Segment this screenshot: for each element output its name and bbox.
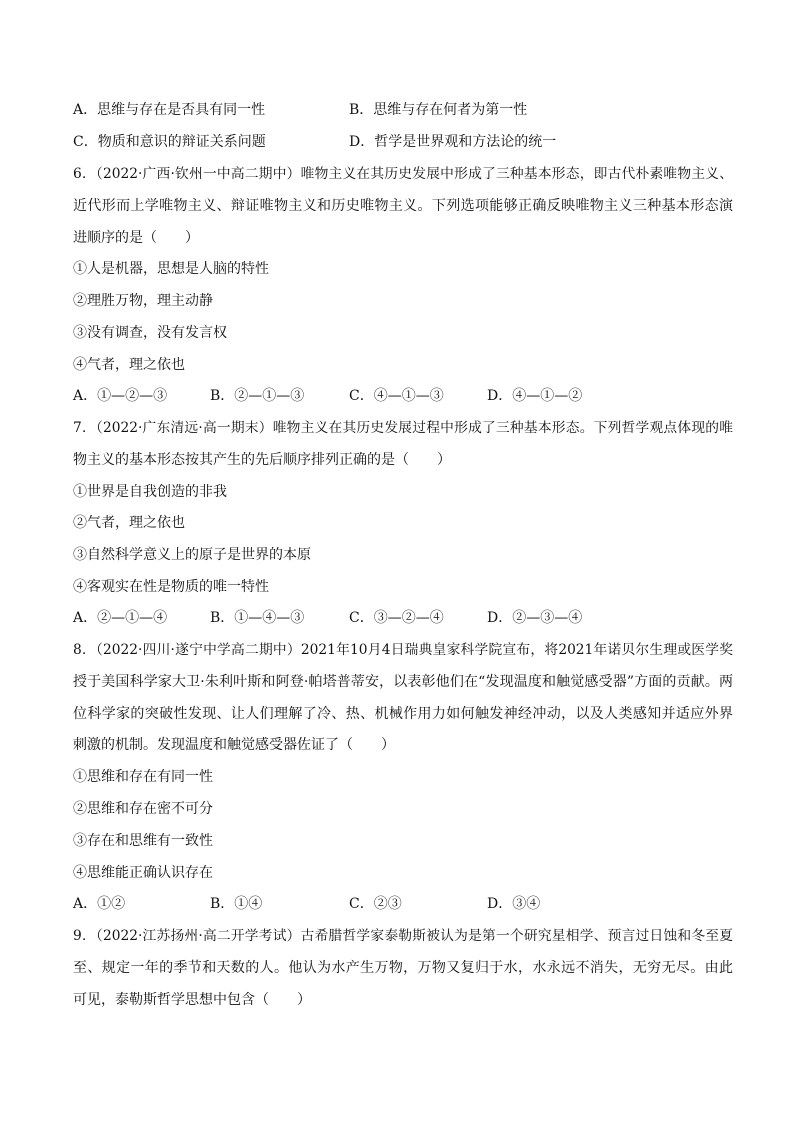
q9-stem-line-3: 可见，泰勒斯哲学思想中包含（ ） — [73, 992, 311, 1008]
q6-option-d: D．④—①—② — [487, 388, 583, 404]
q9-stem-line-2: 至、规定一年的季节和天数的人。他认为水产生万物，万物又复归于水，水永远不消失，无穷无尽。由此 — [73, 960, 733, 976]
q9-stem-line-1: 9．（2022·江苏扬州·高二开学考试）古希腊哲学家泰勒斯被认为是第一个研究星相学、预言过日蚀和冬至夏 — [73, 928, 733, 944]
q8-item-1: ①思维和存在有同一性 — [73, 769, 213, 785]
q7-option-d: D．②—③—④ — [487, 610, 583, 626]
q8-stem-line-4: 刺激的机制。发现温度和触觉感受器佐证了（ ） — [73, 737, 395, 753]
q6-item-3: ③没有调查，没有发言权 — [73, 325, 227, 341]
q6-item-4: ④气者，理之依也 — [73, 357, 185, 373]
q8-option-d: D．③④ — [487, 896, 541, 912]
q6-option-b: B．②—①—③ — [210, 388, 305, 404]
q8-stem-line-3: 位科学家的突破性发现、让人们理解了冷、热、机械作用力如何触发神经冲动，以及人类感知并适应外界 — [73, 706, 733, 722]
q5-option-d: D．哲学是世界观和方法论的统一 — [349, 134, 557, 150]
q7-item-2: ②气者，理之依也 — [73, 515, 185, 531]
q7-item-4: ④客观实在性是物质的唯一特性 — [73, 579, 269, 595]
q8-option-a: A．①② — [73, 896, 126, 912]
q8-stem-line-2: 授于美国科学家大卫·朱利叶斯和阿登·帕塔普蒂安，以表彰他们在“发现温度和触觉感受器”方面的贡献。两 — [73, 674, 733, 690]
q8-option-b: B．①④ — [210, 896, 263, 912]
q8-item-3: ③存在和思维有一致性 — [73, 833, 213, 849]
q6-option-a: A．①—②—③ — [73, 388, 168, 404]
q7-stem-line-2: 物主义的基本形态按其产生的先后顺序排列正确的是（ ） — [73, 452, 451, 468]
q7-item-3: ③自然科学意义上的原子是世界的本原 — [73, 547, 311, 563]
q7-stem-line-1: 7．（2022·广东清远·高一期末）唯物主义在其历史发展过程中形成了三种基本形态。下列哲学观点体现的唯 — [73, 420, 733, 436]
q8-item-2: ②思维和存在密不可分 — [73, 801, 213, 817]
q5-option-a: A．思维与存在是否具有同一性 — [73, 102, 266, 118]
q6-stem-line-1: 6．（2022·广西·钦州一中高二期中）唯物主义在其历史发展中形成了三种基本形态，即古代朴素唯物主义、 — [73, 166, 733, 182]
q6-item-1: ①人是机器，思想是人脑的特性 — [73, 261, 269, 277]
q6-item-2: ②理胜万物，理主动静 — [73, 293, 213, 309]
q8-stem-line-1: 8．（2022·四川·遂宁中学高二期中）2021年10月4日瑞典皇家科学院宣布，将2021年诺贝尔生理或医学奖 — [73, 642, 733, 658]
q5-option-b: B．思维与存在何者为第一性 — [349, 102, 528, 118]
q7-option-a: A．②—①—④ — [73, 610, 168, 626]
q5-option-c: C．物质和意识的辩证关系问题 — [73, 134, 266, 150]
q7-option-b: B．①—④—③ — [210, 610, 305, 626]
q6-stem-line-3: 进顺序的是（ ） — [73, 230, 199, 246]
q7-option-c: C．③—②—④ — [349, 610, 444, 626]
q7-item-1: ①世界是自我创造的非我 — [73, 484, 227, 500]
q6-stem-line-2: 近代形而上学唯物主义、辩证唯物主义和历史唯物主义。下列选项能够正确反映唯物主义三种基本形态演 — [73, 198, 733, 214]
q6-option-c: C．④—①—③ — [349, 388, 444, 404]
q8-item-4: ④思维能正确认识存在 — [73, 865, 213, 881]
q8-option-c: C．②③ — [349, 896, 402, 912]
